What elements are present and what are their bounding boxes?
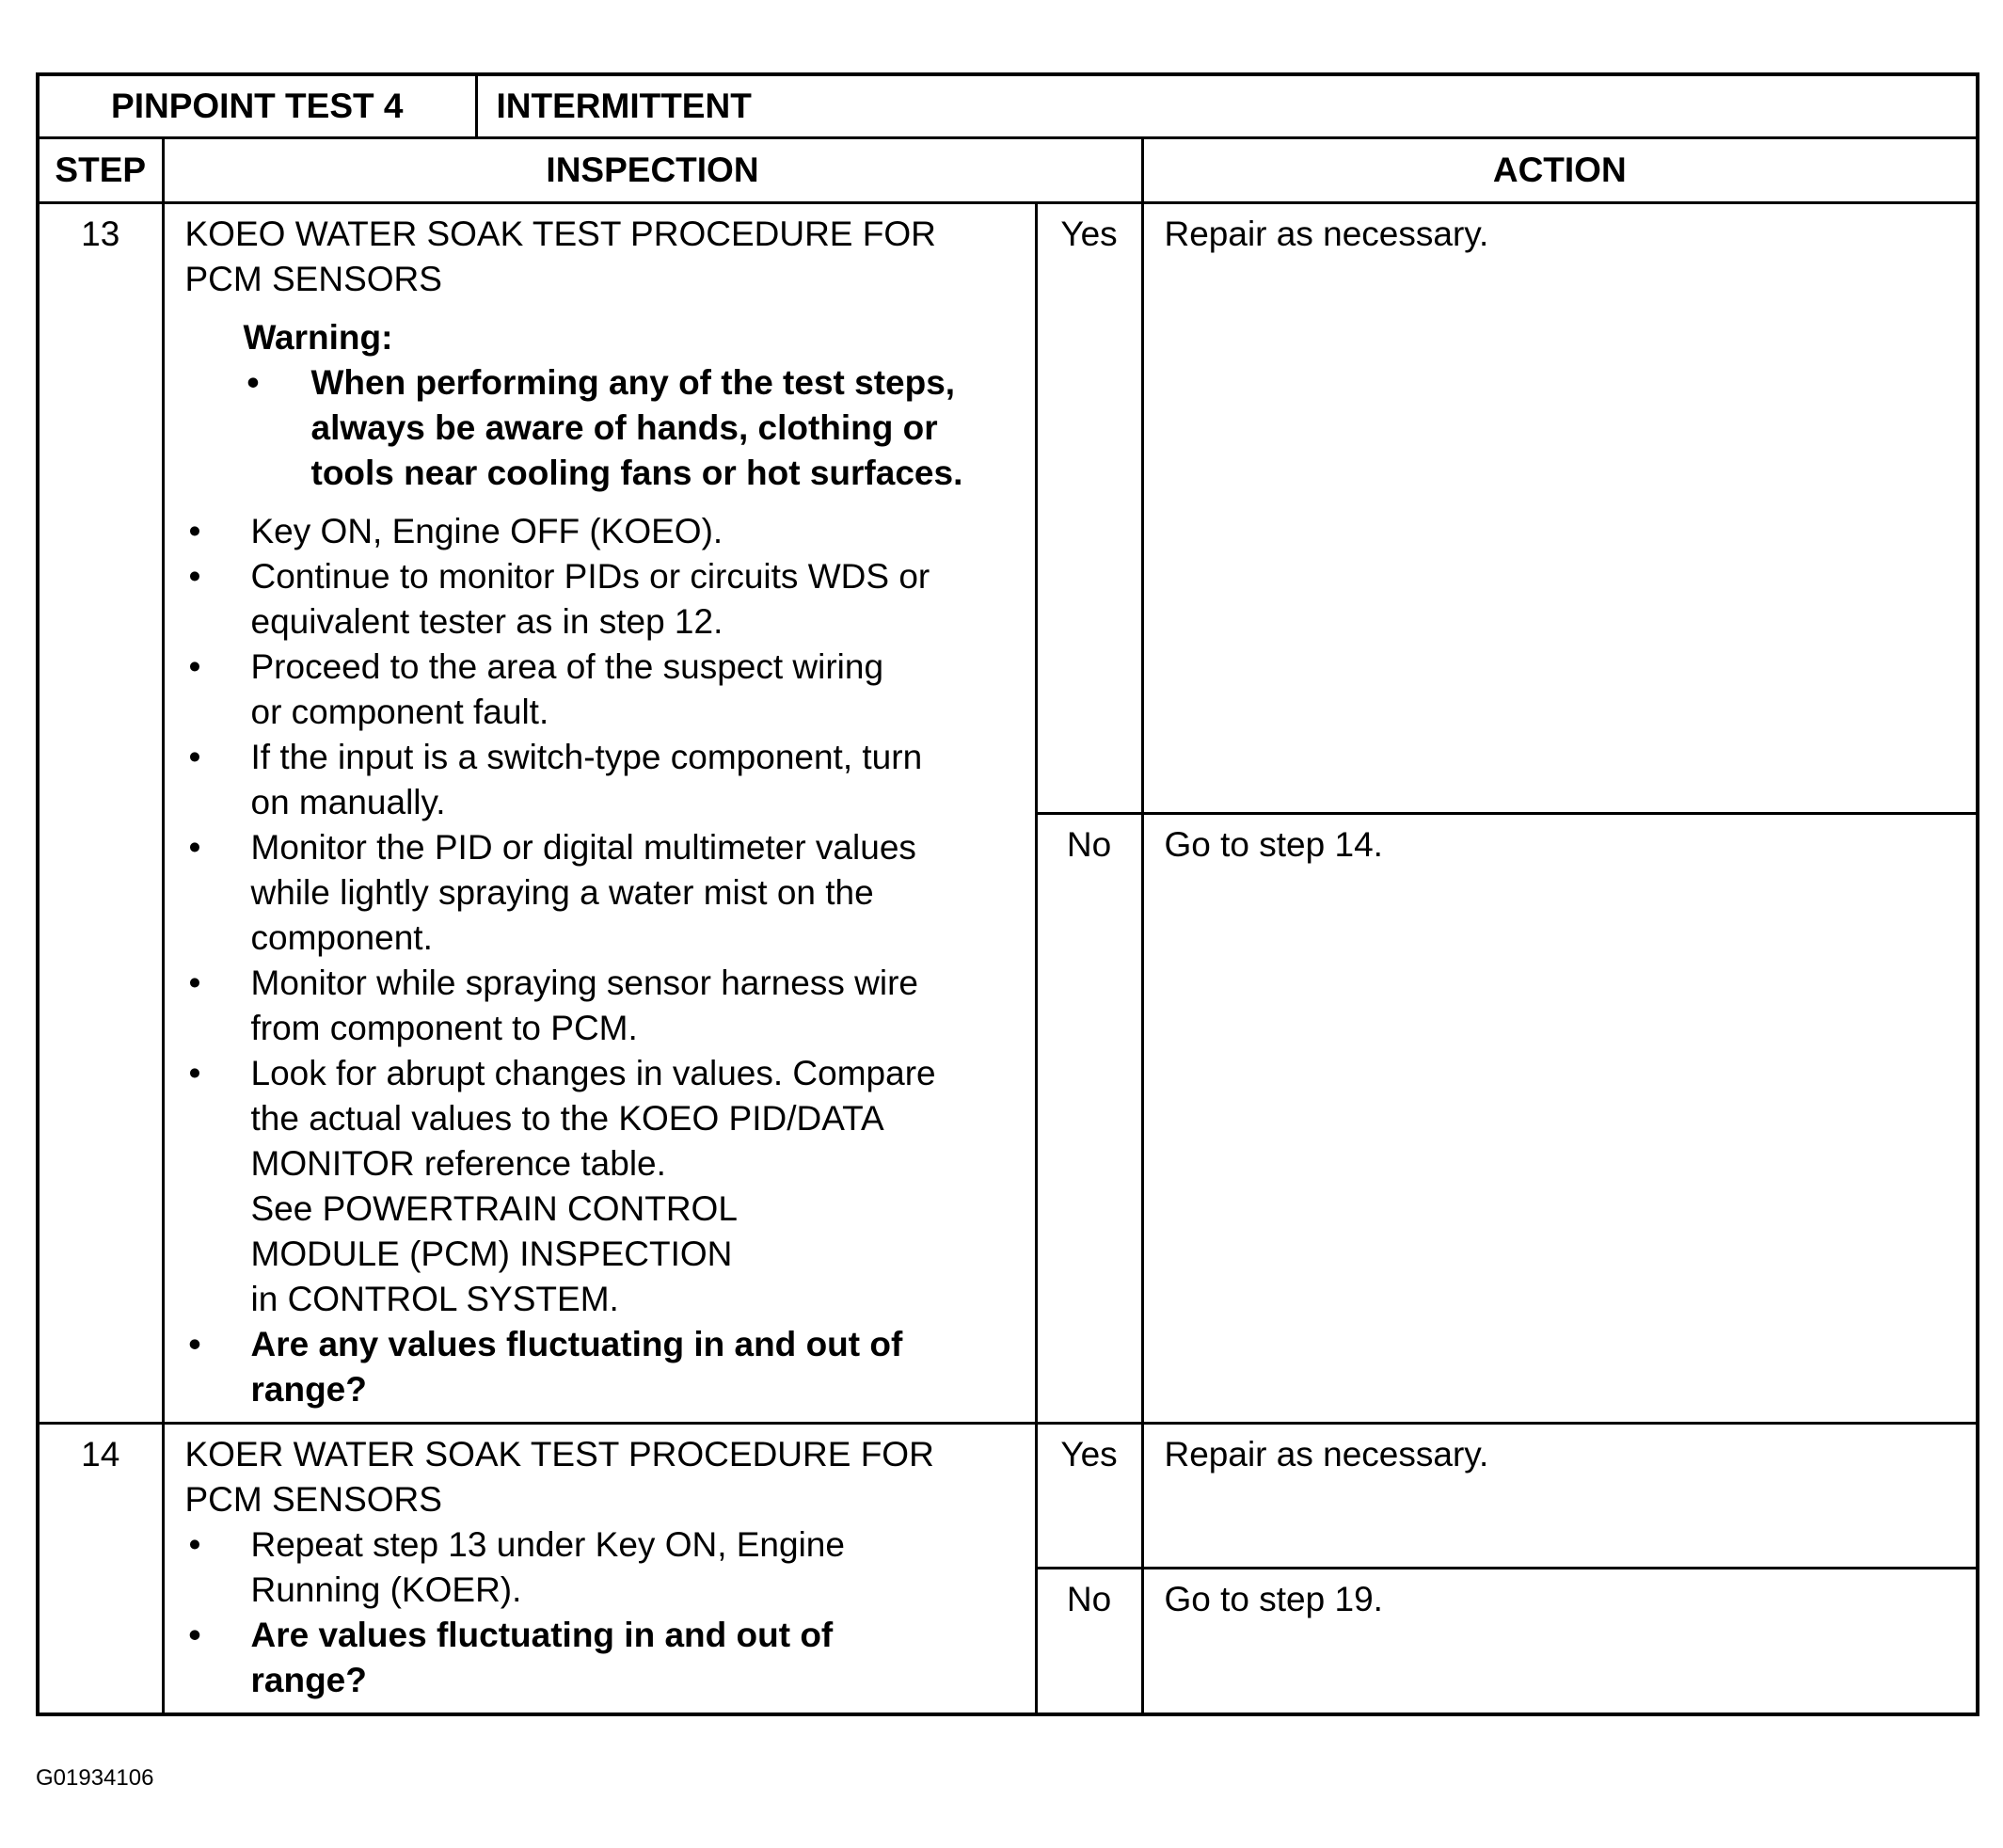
step-14-inspection — [163, 1424, 1036, 1715]
bullet-icon: • — [188, 1616, 201, 1654]
procedure-list — [185, 509, 1022, 1412]
step-heading-line: KOEO WATER SOAK TEST PROCEDURE FOR — [184, 215, 936, 253]
step-13-row-yes — [38, 203, 1978, 814]
bullet-icon: • — [188, 647, 201, 686]
question-item — [185, 1613, 1022, 1703]
no-action: Go to step 14. — [1142, 813, 1978, 1424]
procedure-line: equivalent tester as in step 12. — [250, 602, 723, 641]
bullet-icon: • — [188, 557, 201, 596]
warning-item — [244, 360, 1022, 496]
no-action: Go to step 19. — [1142, 1569, 1978, 1714]
question-line: Are values fluctuating in and out of — [250, 1616, 834, 1654]
bullet-icon: • — [188, 964, 201, 1002]
procedure-item — [185, 825, 1022, 961]
procedure-line: Monitor the PID or digital multimeter values — [250, 828, 916, 867]
step-13-inspection — [163, 203, 1036, 1424]
bullet-icon: • — [188, 1054, 201, 1092]
procedure-item — [185, 1522, 1022, 1613]
procedure-list — [185, 1522, 1022, 1703]
procedure-line: Continue to monitor PIDs or circuits WDS or — [250, 557, 930, 596]
bullet-icon: • — [188, 1525, 201, 1564]
procedure-line: on manually. — [250, 783, 446, 821]
procedure-line: Look for abrupt changes in values. Compare — [250, 1054, 936, 1092]
bullet-icon: • — [188, 828, 201, 867]
procedure-line: MODULE (PCM) INSPECTION — [250, 1235, 733, 1273]
warning-list — [244, 360, 1022, 496]
step-heading-line: KOER WATER SOAK TEST PROCEDURE FOR — [184, 1435, 934, 1474]
bullet-icon: • — [246, 363, 260, 402]
figure-id: G01934106 — [36, 1765, 154, 1791]
procedure-item — [185, 554, 1022, 645]
procedure-line: in CONTROL SYSTEM. — [250, 1280, 619, 1318]
procedure-line: the actual values to the KOEO PID/DATA — [250, 1099, 884, 1138]
question-line: range? — [250, 1661, 367, 1699]
yes-label: Yes — [1036, 203, 1142, 814]
column-header-step: STEP — [38, 138, 163, 203]
no-label: No — [1036, 1569, 1142, 1714]
title-row — [38, 74, 1978, 138]
column-header-inspection: INSPECTION — [163, 138, 1142, 203]
procedure-line: from component to PCM. — [250, 1009, 638, 1047]
procedure-line: component. — [250, 918, 433, 957]
procedure-item — [185, 1051, 1022, 1322]
yes-label: Yes — [1036, 1424, 1142, 1569]
step-heading-line: PCM SENSORS — [184, 1480, 442, 1519]
column-header-row — [38, 138, 1978, 203]
warning-line: tools near cooling fans or hot surfaces. — [310, 454, 963, 492]
warning-block — [244, 315, 1022, 496]
step-number: 14 — [38, 1424, 163, 1715]
warning-line: always be aware of hands, clothing or — [310, 408, 938, 447]
yes-action: Repair as necessary. — [1142, 1424, 1978, 1569]
test-title: INTERMITTENT — [476, 74, 1978, 138]
warning-title: Warning: — [243, 318, 393, 357]
procedure-item — [185, 961, 1022, 1051]
procedure-line: If the input is a switch-type component, turn — [250, 738, 923, 776]
yes-action: Repair as necessary. — [1142, 203, 1978, 814]
procedure-line: See POWERTRAIN CONTROL — [250, 1189, 738, 1228]
procedure-line: MONITOR reference table. — [250, 1144, 666, 1183]
question-line: range? — [250, 1370, 367, 1409]
question-item — [185, 1322, 1022, 1412]
procedure-line: or component fault. — [250, 693, 549, 731]
procedure-line: Running (KOER). — [250, 1570, 522, 1609]
procedure-line: Key ON, Engine OFF (KOEO). — [250, 512, 723, 550]
step-number: 13 — [38, 203, 163, 1424]
question-line: Are any values fluctuating in and out of — [250, 1325, 903, 1363]
bullet-icon: • — [188, 1325, 201, 1363]
procedure-item — [185, 735, 1022, 825]
bullet-icon: • — [188, 512, 201, 550]
pinpoint-test-table — [36, 72, 1979, 1716]
test-name: PINPOINT TEST 4 — [38, 74, 476, 138]
step-heading-line: PCM SENSORS — [184, 260, 442, 298]
bullet-icon: • — [188, 738, 201, 776]
procedure-line: while lightly spraying a water mist on the — [250, 873, 874, 912]
procedure-line: Repeat step 13 under Key ON, Engine — [250, 1525, 845, 1564]
procedure-item — [185, 645, 1022, 735]
column-header-action: ACTION — [1142, 138, 1978, 203]
no-label: No — [1036, 813, 1142, 1424]
procedure-item — [185, 509, 1022, 554]
warning-line: When performing any of the test steps, — [310, 363, 956, 402]
step-14-row-yes — [38, 1424, 1978, 1569]
procedure-line: Proceed to the area of the suspect wiring — [250, 647, 884, 686]
procedure-line: Monitor while spraying sensor harness wire — [250, 964, 918, 1002]
